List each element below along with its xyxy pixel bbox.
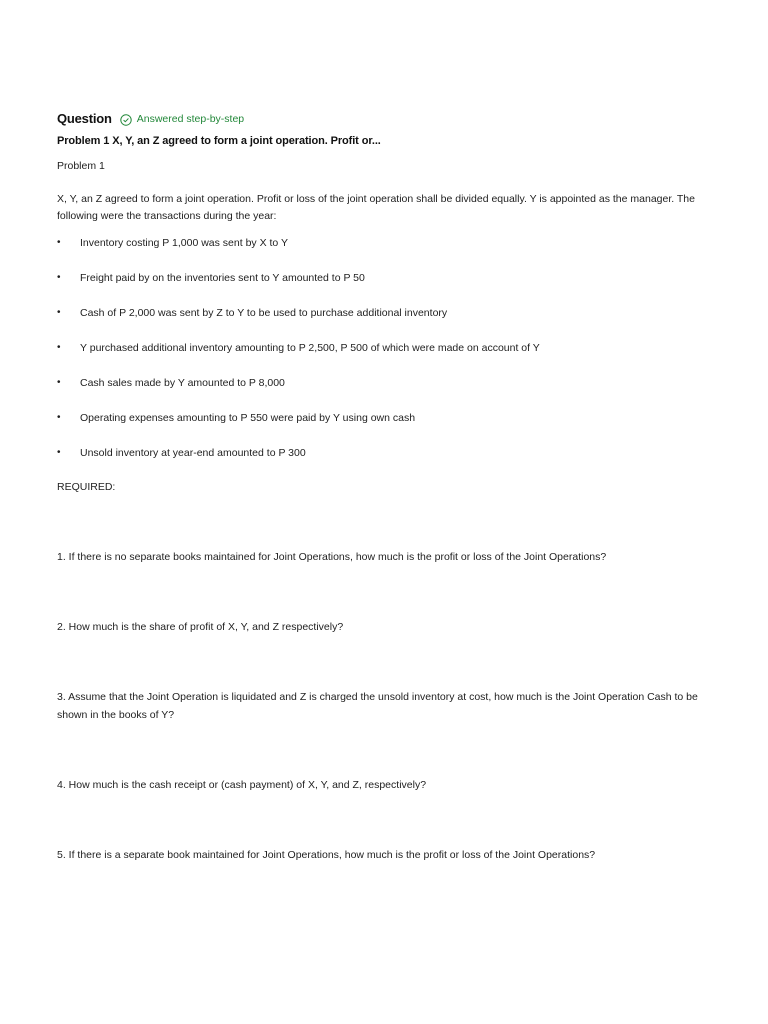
transaction-text: Cash sales made by Y amounted to P 8,000 (80, 377, 285, 389)
list-item (57, 235, 717, 270)
required-question: 2. How much is the share of profit of X, Y, and Z respectively? (57, 621, 344, 633)
problem-intro: X, Y, an Z agreed to form a joint operation. Profit or loss of the joint operation shall be divided equally. Y is appointed as the manager. The following were the transactions during the year: (57, 193, 695, 222)
required-question: 1. If there is no separate books maintained for Joint Operations, how much is the profit or loss of the Joint Operations? (57, 551, 607, 563)
transaction-text: Freight paid by on the inventories sent to Y amounted to P 50 (80, 272, 365, 284)
bullet-icon: • (57, 272, 61, 283)
transaction-text: Inventory costing P 1,000 was sent by X to Y (80, 237, 288, 249)
question-header (57, 108, 717, 128)
transaction-text: Y purchased additional inventory amounting to P 2,500, P 500 of which were made on account of Y (80, 342, 540, 354)
bullet-icon: • (57, 377, 61, 388)
required-question: 5. If there is a separate book maintained for Joint Operations, how much is the profit or loss of the Joint Operations? (57, 849, 596, 861)
bullet-icon: • (57, 307, 61, 318)
problem-label: Problem 1 (57, 160, 105, 172)
required-question: 4. How much is the cash receipt or (cash payment) of X, Y, and Z, respectively? (57, 779, 427, 791)
bullet-icon: • (57, 447, 61, 458)
answered-status: Answered step-by-step (136, 113, 245, 125)
list-item (57, 305, 717, 340)
question-content (57, 108, 717, 864)
list-item (57, 375, 717, 410)
answered-badge (120, 113, 244, 125)
bullet-icon: • (57, 342, 61, 353)
problem-title: Problem 1 X, Y, an Z agreed to form a joint operation. Profit or... (57, 135, 381, 147)
question-label: Question (57, 110, 112, 126)
list-item (57, 410, 717, 445)
transaction-text: Operating expenses amounting to P 550 were paid by Y using own cash (80, 412, 416, 424)
bullet-icon: • (57, 412, 61, 423)
transaction-text: Cash of P 2,000 was sent by Z to Y to be used to purchase additional inventory (80, 307, 448, 319)
transaction-text: Unsold inventory at year-end amounted to P 300 (80, 447, 306, 459)
required-question: 3. Assume that the Joint Operation is liquidated and Z is charged the unsold inventory at cost, how much is the Joint Operation Cash to be shown in the books of Y? (57, 691, 698, 721)
list-item (57, 270, 717, 305)
required-heading: REQUIRED: (57, 481, 116, 493)
transaction-list (57, 235, 717, 480)
bullet-icon: • (57, 237, 61, 248)
list-item (57, 340, 717, 375)
list-item (57, 445, 717, 480)
check-circle-icon (120, 113, 132, 125)
